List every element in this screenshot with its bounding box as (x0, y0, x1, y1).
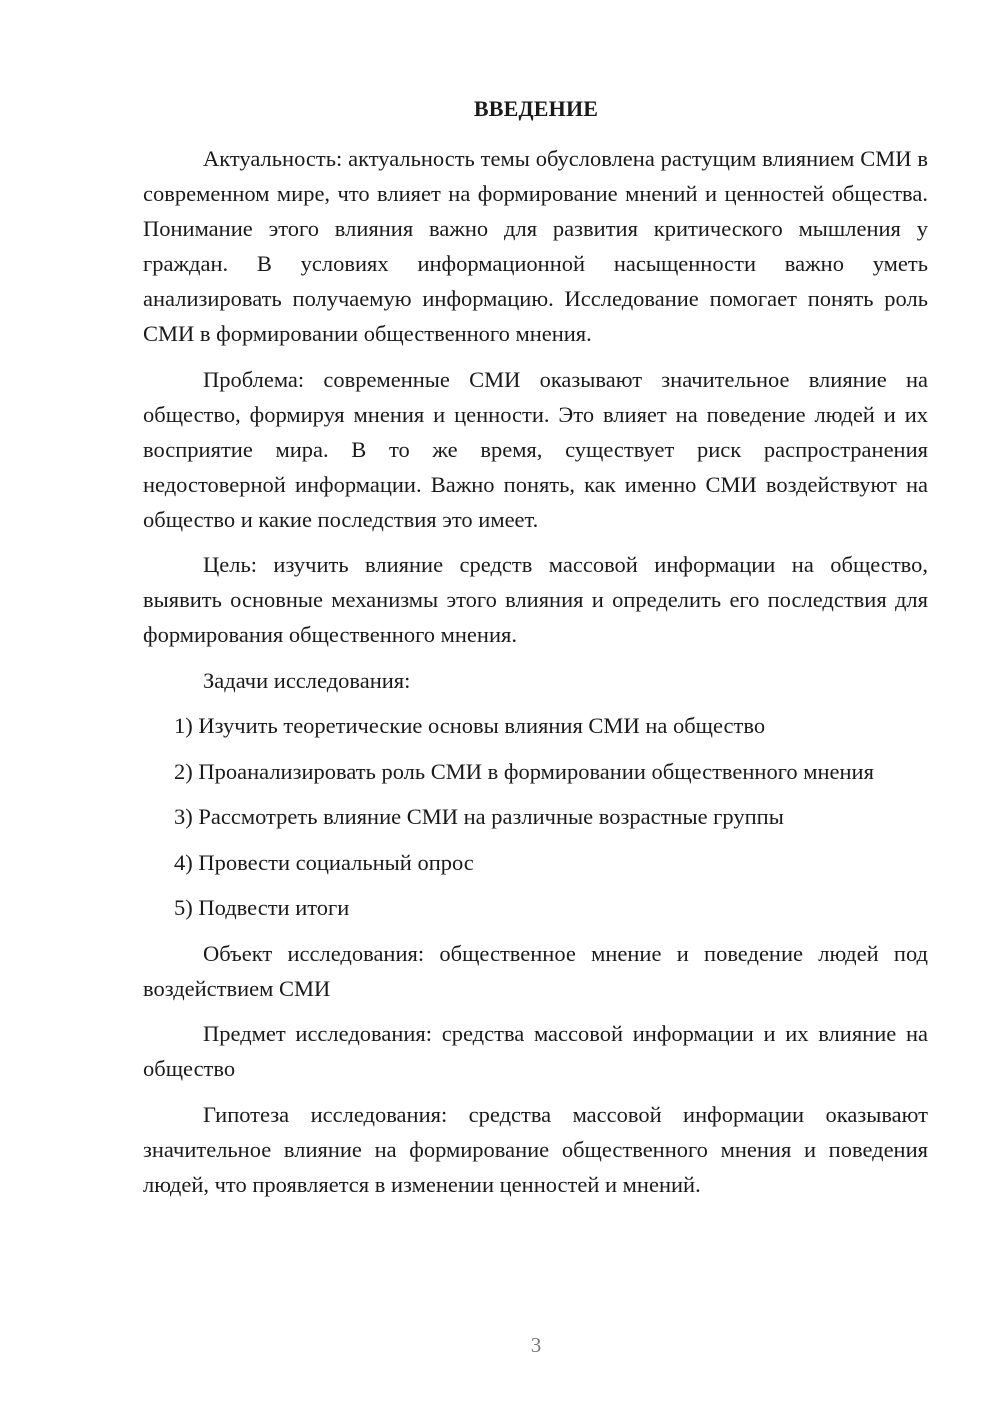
paragraph-subject: Предмет исследования: средства массовой информации и их влияние на общество (143, 1021, 928, 1081)
paragraph-problem: Проблема: современные СМИ оказывают значительное влияние на общество, формируя мнения и ценности. Это влияет на поведение людей и их восприятие мира. В то же время, существует риск распространения недостоверной информации. Важно понять, как именно СМИ воздействуют на общество и какие последствия это имеет. (143, 366, 928, 532)
page-title: ВВЕДЕНИЕ (473, 96, 599, 121)
document-body (143, 141, 928, 1212)
list-item: 1) Изучить теоретические основы влияния СМИ на общество (174, 713, 766, 738)
tasks-heading: Задачи исследования: (203, 667, 411, 693)
paragraph-hypothesis: Гипотеза исследования: средства массовой информации оказывают значительное влияние на формирование общественного мнения и поведения людей, что проявляется в изменении ценностей и мнений. (143, 1101, 928, 1197)
paragraph-goal: Цель: изучить влияние средств массовой информации на общество, выявить основные механизмы этого влияния и определить его последствия для формирования общественного мнения. (143, 552, 928, 647)
paragraph-object: Объект исследования: общественное мнение и поведение людей под воздействием СМИ (143, 940, 928, 1001)
list-item: 3) Рассмотреть влияние СМИ на различные возрастные группы (174, 804, 784, 829)
list-item: 5) Подвести итоги (174, 895, 350, 920)
paragraph-relevance: Актуальность: актуальность темы обусловлена растущим влиянием СМИ в современном мире, что влияет на формирование мнений и ценностей общества. Понимание этого влияния важно для развития критического мышления у граждан. В условиях информационной насыщенности важно уметь анализировать получаемую информацию. Исследование помогает понять роль СМИ в формировании общественного мнения. (143, 146, 928, 346)
page-number: 3 (530, 1333, 542, 1357)
list-item: 4) Провести социальный опрос (174, 849, 474, 875)
tasks-list (143, 708, 928, 925)
list-item: 2) Проанализировать роль СМИ в формировании общественного мнения (174, 758, 874, 784)
